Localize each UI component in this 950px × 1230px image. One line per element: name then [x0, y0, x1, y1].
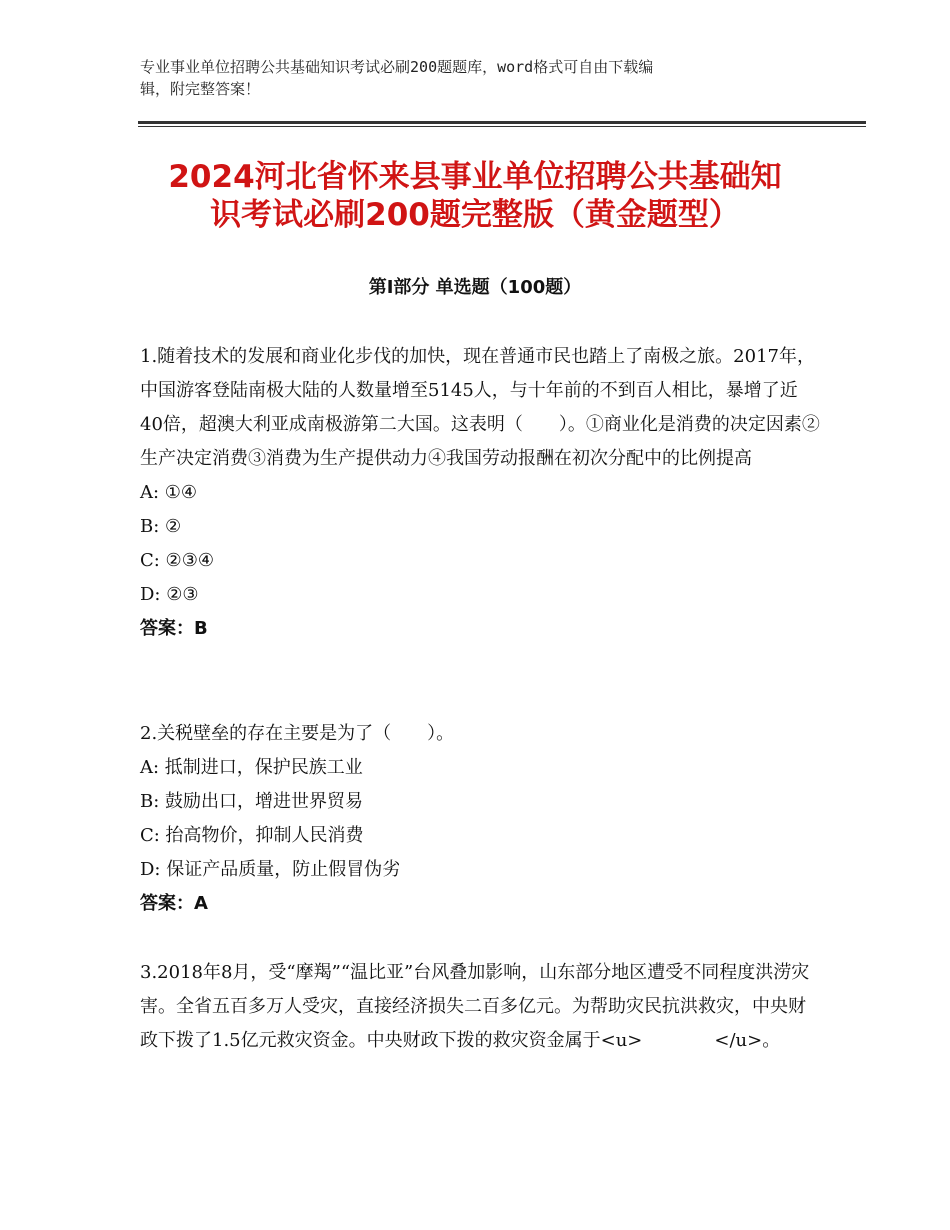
question-1	[140, 340, 820, 646]
option-c: C: 抬高物价，抑制人民消费	[140, 825, 364, 846]
option-c: C: ②③④	[140, 550, 214, 571]
option-d: D: ②③	[140, 584, 199, 605]
option-d: D: 保证产品质量，防止假冒伪劣	[140, 859, 401, 880]
document-header	[140, 56, 800, 100]
header-line-2: 辑，附完整答案！	[140, 80, 261, 98]
document-title	[0, 158, 950, 234]
question-2	[140, 717, 820, 921]
header-line-1: 专业事业单位招聘公共基础知识考试必刷200题题库，word格式可自由下载编	[140, 58, 654, 76]
question-stem: 2.关税壁垒的存在主要是为了（ ）。	[140, 723, 455, 744]
option-a: A: ①④	[140, 482, 198, 503]
title-line-1: 2024河北省怀来县事业单位招聘公共基础知	[168, 159, 782, 195]
question-stem: 1.随着技术的发展和商业化步伐的加快，现在普通市民也踏上了南极之旅。2017年，中国游客登陆南极大陆的人数量增至5145人，与十年前的不到百人相比，暴增了近40倍，超澳大利亚成南极游第二大国。这表明（ ）。①商业化是消费的决定因素②生产决定消费③消费为生产提供动力④我国劳动报酬在初次分配中的比例提高	[140, 346, 820, 469]
question-stem: 3.2018年8月，受“摩羯”“温比亚”台风叠加影响，山东部分地区遭受不同程度洪涝灾害。全省五百多万人受灾，直接经济损失二百多亿元。为帮助灾民抗洪救灾，中央财政下拨了1.5亿元救灾资金。中央财政下拨的救灾资金属于<u> </u>。	[140, 962, 810, 1051]
option-a: A: 抵制进口，保护民族工业	[140, 757, 363, 778]
answer: 答案：B	[140, 618, 208, 639]
question-3	[140, 956, 820, 1058]
header-divider-thick	[138, 121, 866, 124]
header-divider-thin	[138, 126, 866, 127]
option-b: B: ②	[140, 516, 182, 537]
section-heading: 第Ⅰ部分 单选题（100题）	[368, 277, 582, 298]
option-b: B: 鼓励出口，增进世界贸易	[140, 791, 364, 812]
answer: 答案：A	[140, 893, 208, 914]
title-line-2: 识考试必刷200题完整版（黄金题型）	[210, 197, 740, 233]
